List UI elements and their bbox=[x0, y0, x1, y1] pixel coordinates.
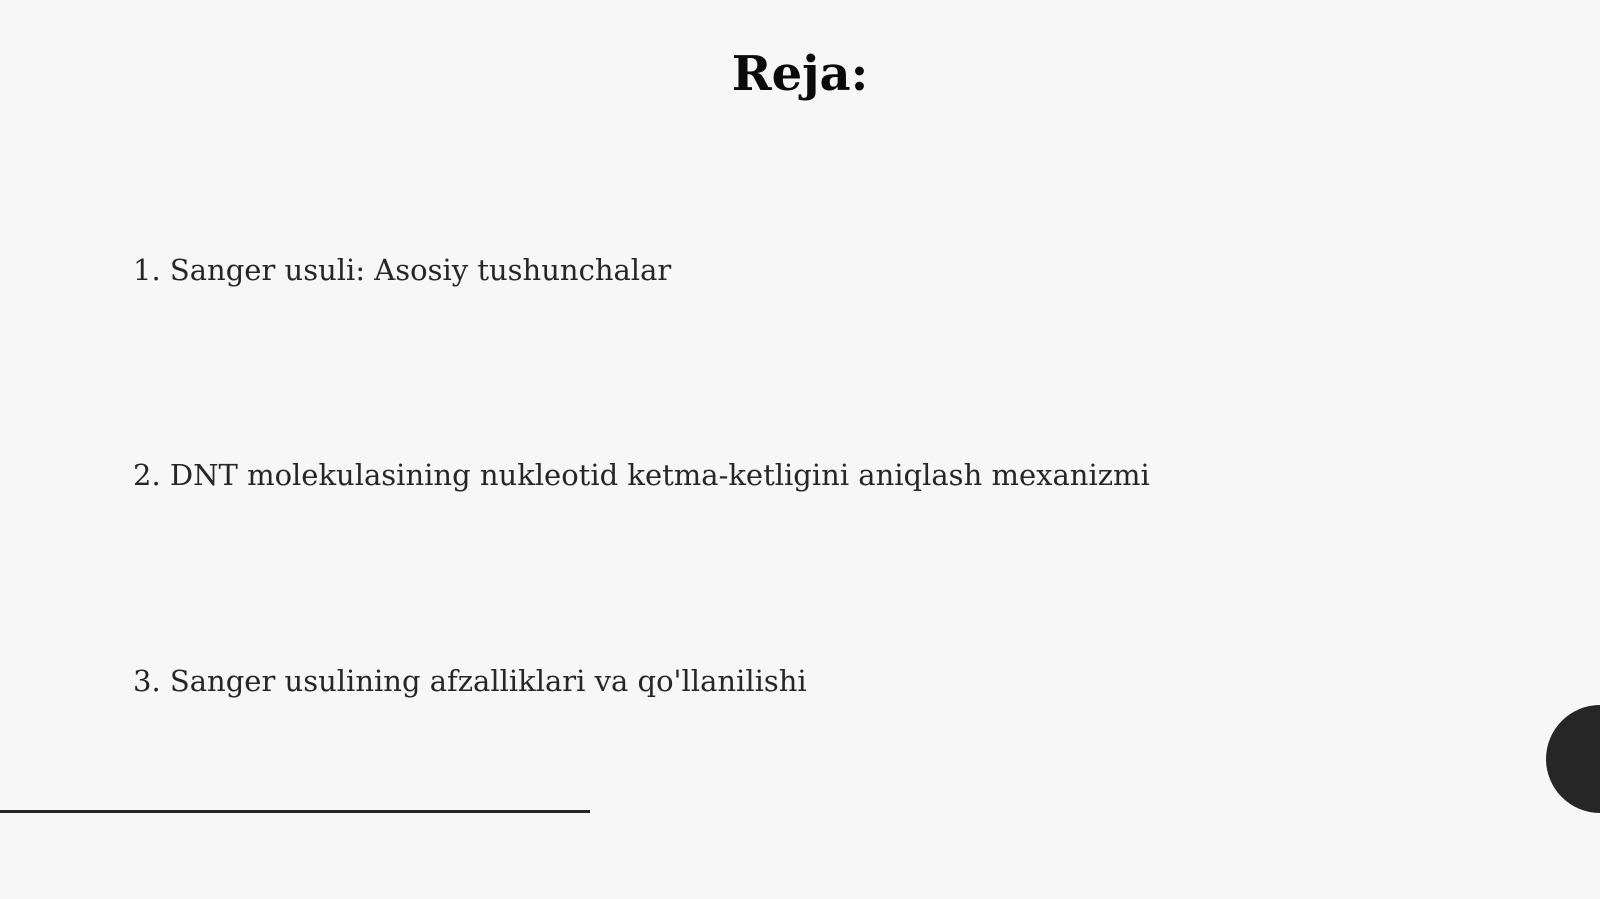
plan-item-1: 1. Sanger usuli: Asosiy tushunchalar bbox=[133, 253, 672, 287]
bottom-divider-line bbox=[0, 810, 590, 813]
plan-item-2: 2. DNT molekulasining nukleotid ketma-ketligini aniqlash mexanizmi bbox=[133, 458, 1150, 492]
corner-circle-decoration bbox=[1546, 705, 1600, 813]
plan-item-3: 3. Sanger usulining afzalliklari va qo'llanilishi bbox=[133, 664, 807, 698]
slide-title: Reja: bbox=[731, 46, 869, 102]
